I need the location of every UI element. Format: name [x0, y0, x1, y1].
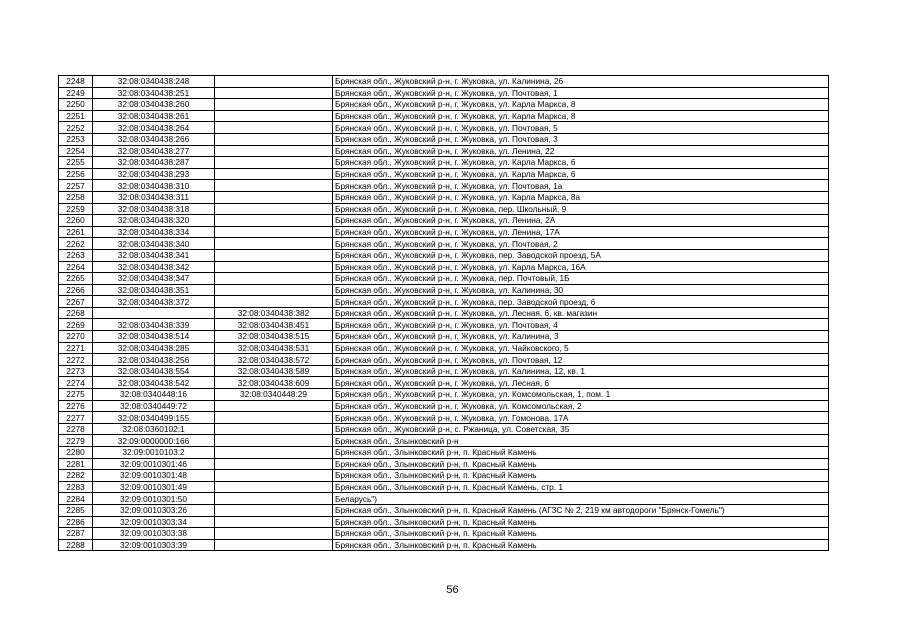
row-number-cell: 2261 [59, 226, 93, 238]
row-number-cell: 2268 [59, 307, 93, 319]
address-cell: Брянская обл., Жуковский р-н, г. Жуковка, ул. Гомонова, 17А [333, 412, 829, 424]
cadastral-number-building-cell [215, 145, 333, 157]
row-number-cell: 2253 [59, 133, 93, 145]
cadastral-number-cell: 32:08:0340438:264 [93, 122, 215, 134]
cadastral-number-cell: 32:08:0340438:340 [93, 238, 215, 250]
cadastral-number-cell: 32:08:0340438:310 [93, 180, 215, 192]
row-number-cell: 2269 [59, 319, 93, 331]
table-row [59, 133, 829, 145]
cadastral-number-cell: 32:08:0340438:251 [93, 87, 215, 99]
cadastral-number-cell: 32:09:0010301:50 [93, 493, 215, 505]
cadastral-number-cell: 32:08:0340438:260 [93, 99, 215, 111]
address-cell: Брянская обл., Злынковский р-н, п. Красный Камень [333, 458, 829, 470]
row-number-cell: 2285 [59, 504, 93, 516]
cadastral-number-building-cell [215, 528, 333, 540]
cadastral-number-building-cell [215, 76, 333, 88]
cadastral-number-building-cell [215, 435, 333, 447]
row-number-cell: 2267 [59, 296, 93, 308]
cadastral-number-cell: 32:08:0340438:347 [93, 273, 215, 285]
address-cell: Брянская обл., Злынковский р-н, п. Красный Камень [333, 539, 829, 551]
cadastral-number-building-cell [215, 296, 333, 308]
table-row [59, 331, 829, 343]
row-number-cell: 2255 [59, 157, 93, 169]
address-cell: Брянская обл., Злынковский р-н, п. Красный Камень [333, 528, 829, 540]
table-row [59, 157, 829, 169]
row-number-cell: 2250 [59, 99, 93, 111]
table-row [59, 261, 829, 273]
cadastral-number-cell: 32:08:0340438:311 [93, 191, 215, 203]
cadastral-number-cell: 32:08:0340438:341 [93, 249, 215, 261]
address-cell: Брянская обл., Жуковский р-н, г. Жуковка, ул. Ленина, 2А [333, 215, 829, 227]
row-number-cell: 2286 [59, 516, 93, 528]
row-number-cell: 2254 [59, 145, 93, 157]
cadastral-number-cell: 32:09:0010303:39 [93, 539, 215, 551]
address-cell: Брянская обл., Жуковский р-н, г. Жуковка, ул. Карла Маркса, 8 [333, 110, 829, 122]
address-cell: Брянская обл., Жуковский р-н, г. Жуковка, ул. Почтовая, 1а [333, 180, 829, 192]
row-number-cell: 2252 [59, 122, 93, 134]
address-cell: Брянская обл., Жуковский р-н, г. Жуковка, ул. Калинина, 12, кв. 1 [333, 365, 829, 377]
address-cell: Брянская обл., Жуковский р-н, г. Жуковка, пер. Заводской проезд, 5А [333, 249, 829, 261]
table-row [59, 493, 829, 505]
address-cell: Брянская обл., Жуковский р-н, г. Жуковка, ул. Калинина, 30 [333, 284, 829, 296]
cadastral-number-building-cell [215, 203, 333, 215]
row-number-cell: 2287 [59, 528, 93, 540]
address-cell: Брянская обл., Злынковский р-н, п. Красный Камень, стр. 1 [333, 481, 829, 493]
cadastral-number-building-cell [215, 191, 333, 203]
address-cell: Брянская обл., Жуковский р-н, г. Жуковка, ул. Карла Маркса, 8 [333, 99, 829, 111]
cadastral-number-cell: 32:08:0340448:16 [93, 389, 215, 401]
address-cell: Брянская обл., Злынковский р-н [333, 435, 829, 447]
address-cell: Брянская обл., Жуковский р-н, г. Жуковка, ул. Чайковского, 5 [333, 342, 829, 354]
cadastral-number-cell: 32:09:0010301:49 [93, 481, 215, 493]
table-row [59, 423, 829, 435]
cadastral-number-cell: 32:08:0360102:1 [93, 423, 215, 435]
cadastral-number-cell: 32:08:0340438:266 [93, 133, 215, 145]
cadastral-number-cell: 32:09:0000000:166 [93, 435, 215, 447]
row-number-cell: 2263 [59, 249, 93, 261]
address-cell: Брянская обл., Жуковский р-н, г. Жуковка, ул. Почтовая, 12 [333, 354, 829, 366]
cadastral-number-cell: 32:09:0010103:2 [93, 447, 215, 459]
row-number-cell: 2272 [59, 354, 93, 366]
row-number-cell: 2282 [59, 470, 93, 482]
cadastral-number-building-cell [215, 539, 333, 551]
cadastral-number-building-cell: 32:08:0340438:531 [215, 342, 333, 354]
table-row [59, 249, 829, 261]
table-row [59, 539, 829, 551]
address-cell: Брянская обл., Жуковский р-н, с. Ржаница, ул. Советская, 35 [333, 423, 829, 435]
address-cell: Брянская обл., Жуковский р-н, г. Жуковка, ул. Ленина, 22 [333, 145, 829, 157]
address-cell: Брянская обл., Жуковский р-н, г. Жуковка, ул. Лесная, 6, кв. магазин [333, 307, 829, 319]
address-cell: Брянская обл., Жуковский р-н, г. Жуковка, ул. Почтовая, 1 [333, 87, 829, 99]
cadastral-number-cell: 32:08:0340499:155 [93, 412, 215, 424]
cadastral-number-building-cell [215, 447, 333, 459]
cadastral-number-cell: 32:09:0010303:38 [93, 528, 215, 540]
table-row [59, 412, 829, 424]
cadastral-number-cell: 32:08:0340438:261 [93, 110, 215, 122]
row-number-cell: 2274 [59, 377, 93, 389]
row-number-cell: 2271 [59, 342, 93, 354]
table-row [59, 203, 829, 215]
table-row [59, 377, 829, 389]
table-row [59, 400, 829, 412]
address-cell: Брянская обл., Жуковский р-н, г. Жуковка, ул. Карла Маркса, 6 [333, 168, 829, 180]
cadastral-number-cell: 32:08:0340438:277 [93, 145, 215, 157]
table-row [59, 354, 829, 366]
cadastral-number-cell: 32:08:0340438:334 [93, 226, 215, 238]
table-row [59, 435, 829, 447]
row-number-cell: 2270 [59, 331, 93, 343]
table-row [59, 168, 829, 180]
cadastral-number-building-cell [215, 157, 333, 169]
cadastral-number-building-cell [215, 133, 333, 145]
address-cell: Брянская обл., Жуковский р-н, г. Жуковка, ул. Комсомольская, 1, пом. 1 [333, 389, 829, 401]
table-row [59, 447, 829, 459]
table-row [59, 226, 829, 238]
row-number-cell: 2288 [59, 539, 93, 551]
cadastral-number-cell: 32:09:0010303:34 [93, 516, 215, 528]
row-number-cell: 2251 [59, 110, 93, 122]
cadastral-number-building-cell: 32:08:0340438:515 [215, 331, 333, 343]
table-row [59, 342, 829, 354]
address-cell: Брянская обл., Злынковский р-н, п. Красный Камень [333, 470, 829, 482]
address-cell: Брянская обл., Жуковский р-н, г. Жуковка, ул. Почтовая, 5 [333, 122, 829, 134]
table-row [59, 99, 829, 111]
row-number-cell: 2281 [59, 458, 93, 470]
cadastral-number-building-cell [215, 412, 333, 424]
cadastral-number-cell: 32:08:0340438:293 [93, 168, 215, 180]
table-body [59, 76, 829, 551]
row-number-cell: 2248 [59, 76, 93, 88]
cadastral-number-building-cell [215, 481, 333, 493]
row-number-cell: 2276 [59, 400, 93, 412]
table-row [59, 516, 829, 528]
cadastral-number-building-cell [215, 110, 333, 122]
cadastral-number-building-cell [215, 238, 333, 250]
cadastral-number-building-cell [215, 249, 333, 261]
row-number-cell: 2258 [59, 191, 93, 203]
cadastral-number-building-cell [215, 470, 333, 482]
table-row [59, 481, 829, 493]
cadastral-number-building-cell [215, 215, 333, 227]
cadastral-number-building-cell [215, 226, 333, 238]
cadastral-number-cell: 32:08:0340438:256 [93, 354, 215, 366]
cadastral-number-cell: 32:09:0010303:26 [93, 504, 215, 516]
table-row [59, 470, 829, 482]
address-cell: Брянская обл., Жуковский р-н, г. Жуковка, ул. Ленина, 17А [333, 226, 829, 238]
address-cell: Брянская обл., Жуковский р-н, г. Жуковка, ул. Комсомольская, 2 [333, 400, 829, 412]
cadastral-number-building-cell [215, 458, 333, 470]
row-number-cell: 2283 [59, 481, 93, 493]
cadastral-number-building-cell [215, 423, 333, 435]
cadastral-number-building-cell: 32:08:0340438:589 [215, 365, 333, 377]
table-row [59, 528, 829, 540]
row-number-cell: 2257 [59, 180, 93, 192]
table-row [59, 319, 829, 331]
address-cell: Брянская обл., Жуковский р-н, г. Жуковка, ул. Карла Маркса, 16А [333, 261, 829, 273]
row-number-cell: 2278 [59, 423, 93, 435]
table-row [59, 180, 829, 192]
table-row [59, 365, 829, 377]
cadastral-number-cell: 32:08:0340438:285 [93, 342, 215, 354]
cadastral-number-building-cell [215, 168, 333, 180]
cadastral-number-cell: 32:09:0010301:48 [93, 470, 215, 482]
cadastral-number-cell: 32:08:0340438:542 [93, 377, 215, 389]
address-cell: Брянская обл., Жуковский р-н, г. Жуковка, ул. Лесная, 6 [333, 377, 829, 389]
cadastral-number-cell: 32:08:0340438:339 [93, 319, 215, 331]
address-cell: Брянская обл., Жуковский р-н, г. Жуковка, ул. Карла Маркса, 6 [333, 157, 829, 169]
row-number-cell: 2266 [59, 284, 93, 296]
page-number: 56 [446, 584, 459, 596]
cadastral-number-cell: 32:08:0340438:554 [93, 365, 215, 377]
table-row [59, 307, 829, 319]
row-number-cell: 2284 [59, 493, 93, 505]
table-row [59, 284, 829, 296]
address-cell: Брянская обл., Жуковский р-н, г. Жуковка, ул. Почтовая, 4 [333, 319, 829, 331]
cadastral-number-cell: 32:08:0340438:320 [93, 215, 215, 227]
row-number-cell: 2279 [59, 435, 93, 447]
table-row [59, 238, 829, 250]
row-number-cell: 2264 [59, 261, 93, 273]
table-row [59, 110, 829, 122]
cadastral-number-building-cell [215, 400, 333, 412]
table-row [59, 458, 829, 470]
cadastral-number-building-cell: 32:08:0340448:29 [215, 389, 333, 401]
cadastral-number-building-cell [215, 273, 333, 285]
table-row [59, 87, 829, 99]
table-row [59, 191, 829, 203]
address-cell: Брянская обл., Жуковский р-н, г. Жуковка, ул. Калинина, 26 [333, 76, 829, 88]
cadastral-number-building-cell [215, 87, 333, 99]
row-number-cell: 2249 [59, 87, 93, 99]
table-row [59, 273, 829, 285]
row-number-cell: 2260 [59, 215, 93, 227]
cadastral-number-cell: 32:08:0340438:287 [93, 157, 215, 169]
address-cell: Брянская обл., Злынковский р-н, п. Красный Камень (АГЗС № 2, 219 км автодороги "Брянск-Гомель") [333, 504, 829, 516]
cadastral-number-building-cell [215, 261, 333, 273]
row-number-cell: 2256 [59, 168, 93, 180]
cadastral-number-building-cell: 32:08:0340438:382 [215, 307, 333, 319]
table-row [59, 145, 829, 157]
row-number-cell: 2280 [59, 447, 93, 459]
table-row [59, 389, 829, 401]
address-cell: Брянская обл., Жуковский р-н, г. Жуковка, ул. Калинина, 3 [333, 331, 829, 343]
cadastral-table [58, 75, 829, 551]
address-cell: Брянская обл., Жуковский р-н, г. Жуковка, пер. Заводской проезд, 6 [333, 296, 829, 308]
cadastral-number-cell: 32:09:0010301:46 [93, 458, 215, 470]
address-cell: Брянская обл., Злынковский р-н, п. Красный Камень [333, 447, 829, 459]
row-number-cell: 2259 [59, 203, 93, 215]
address-cell: Брянская обл., Злынковский р-н, п. Красный Камень [333, 516, 829, 528]
cadastral-number-building-cell [215, 493, 333, 505]
cadastral-number-building-cell [215, 99, 333, 111]
address-cell: Брянская обл., Жуковский р-н, г. Жуковка, пер. Школьный, 9 [333, 203, 829, 215]
row-number-cell: 2262 [59, 238, 93, 250]
row-number-cell: 2265 [59, 273, 93, 285]
cadastral-number-cell: 32:08:0340438:318 [93, 203, 215, 215]
cadastral-number-building-cell: 32:08:0340438:572 [215, 354, 333, 366]
row-number-cell: 2273 [59, 365, 93, 377]
cadastral-number-cell [93, 307, 215, 319]
cadastral-number-cell: 32:08:0340438:372 [93, 296, 215, 308]
row-number-cell: 2275 [59, 389, 93, 401]
cadastral-number-building-cell [215, 284, 333, 296]
cadastral-number-building-cell: 32:08:0340438:609 [215, 377, 333, 389]
cadastral-number-cell: 32:08:0340438:514 [93, 331, 215, 343]
row-number-cell: 2277 [59, 412, 93, 424]
cadastral-number-cell: 32:08:0340438:342 [93, 261, 215, 273]
cadastral-number-building-cell: 32:08:0340438:451 [215, 319, 333, 331]
cadastral-number-building-cell [215, 122, 333, 134]
address-cell: Брянская обл., Жуковский р-н, г. Жуковка, ул. Почтовая, 2 [333, 238, 829, 250]
address-cell: Брянская обл., Жуковский р-н, г. Жуковка, ул. Карла Маркса, 8а [333, 191, 829, 203]
table-row [59, 215, 829, 227]
cadastral-number-building-cell [215, 504, 333, 516]
table-row [59, 76, 829, 88]
address-cell: Брянская обл., Жуковский р-н, г. Жуковка, ул. Почтовая, 3 [333, 133, 829, 145]
cadastral-number-building-cell [215, 180, 333, 192]
cadastral-number-cell: 32:08:0340438:248 [93, 76, 215, 88]
address-cell: Брянская обл., Жуковский р-н, г. Жуковка, пер. Почтовый, 1Б [333, 273, 829, 285]
cadastral-number-cell: 32:08:0340438:351 [93, 284, 215, 296]
cadastral-number-building-cell [215, 516, 333, 528]
table-row [59, 504, 829, 516]
table-row [59, 296, 829, 308]
cadastral-number-cell: 32:08:0340449:72 [93, 400, 215, 412]
address-cell: Беларусь") [333, 493, 829, 505]
table-row [59, 122, 829, 134]
